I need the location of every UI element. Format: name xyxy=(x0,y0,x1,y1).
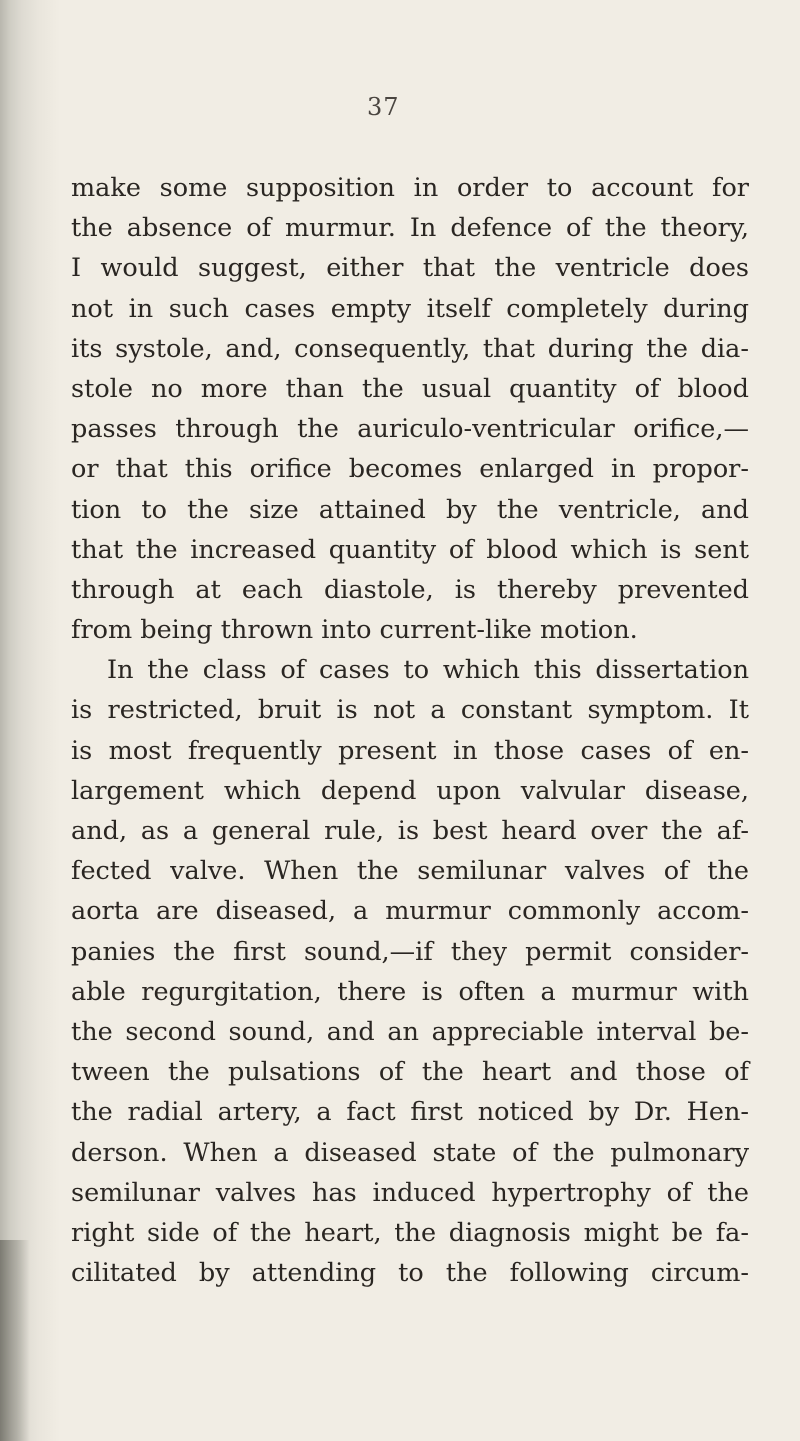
page-number: 37 xyxy=(367,93,400,121)
text-line: the radial artery, a fact first noticed by Dr. Hen- xyxy=(71,1097,749,1128)
text-line: able regurgitation, there is often a murmur with xyxy=(71,976,749,1007)
text-line: passes through the auriculo-ventricular orifice,— xyxy=(71,414,749,445)
text-line: is restricted, bruit is not a constant symptom. It xyxy=(71,695,749,726)
body-text xyxy=(71,168,749,1293)
text-line: the second sound, and an appreciable interval be- xyxy=(71,1016,749,1047)
text-line: tween the pulsations of the heart and those of xyxy=(71,1057,749,1088)
page-binding-edge xyxy=(0,0,60,1441)
text-line: is most frequently present in those cases of en- xyxy=(71,735,749,766)
text-line: panies the first sound,—if they permit consider- xyxy=(71,936,749,967)
text-line: semilunar valves has induced hypertrophy of the xyxy=(71,1177,749,1208)
text-line: through at each diastole, is thereby prevented xyxy=(71,574,749,605)
text-line: and, as a general rule, is best heard over the af- xyxy=(71,816,749,846)
text-line: cilitated by attending to the following circum- xyxy=(71,1258,749,1289)
text-line: aorta are diseased, a murmur commonly accom- xyxy=(71,896,749,927)
text-line: fected valve. When the semilunar valves of the xyxy=(71,856,749,887)
text-line: not in such cases empty itself completely during xyxy=(71,293,749,324)
text-line: derson. When a diseased state of the pulmonary xyxy=(71,1137,749,1168)
text-line: right side of the heart, the diagnosis might be fa- xyxy=(71,1217,749,1248)
text-line: from being thrown into current-like motion. xyxy=(71,615,638,646)
text-line: stole no more than the usual quantity of blood xyxy=(71,373,749,404)
text-line: largement which depend upon valvular disease, xyxy=(71,775,749,806)
text-line: make some supposition in order to account for xyxy=(71,173,749,203)
text-line: its systole, and, consequently, that during the dia- xyxy=(71,333,749,364)
text-line: that the increased quantity of blood which is sent xyxy=(71,534,749,565)
text-line: I would suggest, either that the ventricle does xyxy=(71,253,749,284)
text-line: or that this orifice becomes enlarged in propor- xyxy=(71,454,749,485)
text-line: In the class of cases to which this dissertation xyxy=(107,655,749,686)
page-binding-shadow xyxy=(0,1240,30,1441)
text-line: the absence of murmur. In defence of the theory, xyxy=(71,213,749,244)
text-line: tion to the size attained by the ventricle, and xyxy=(71,494,749,525)
